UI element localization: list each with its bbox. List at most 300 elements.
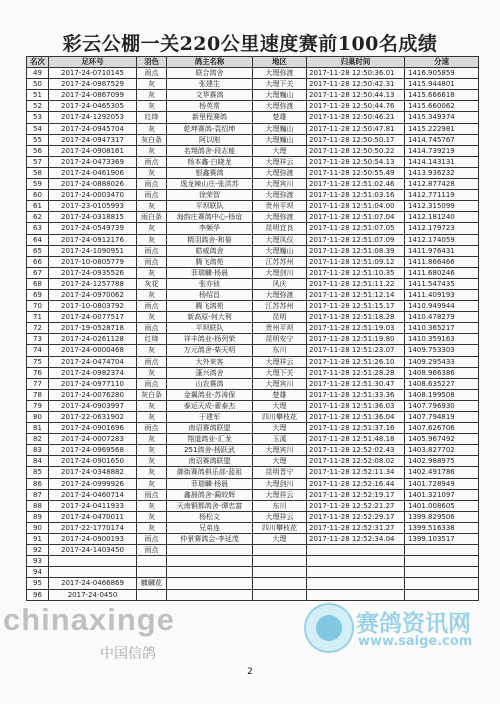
ring-number-cell: 2017-24-0987529 [49,79,137,90]
arrival-time-cell: 2017-11-28 12:51:15.17 [307,301,405,312]
table-row [27,101,479,112]
ring-number-cell: 2017-24-0900193 [49,534,137,545]
table-row [27,522,479,533]
rank-cell: 59 [27,179,49,190]
region-cell: 大理凤仪 [253,234,307,245]
ring-number-cell: 2017-24-0261128 [49,334,137,345]
arrival-time-cell: 2017-11-28 12:50:44.76 [307,101,405,112]
owner-cell: 新里程赛鸽 [167,112,253,123]
speed-cell: 1401.321097 [405,489,479,500]
arrival-time-cell: 2017-11-28 12:51:04.00 [307,201,405,212]
feather-color-cell: 灰 [137,201,167,212]
feather-color-cell: 雨点 [137,245,167,256]
rank-cell: 75 [27,356,49,367]
table-row [27,534,479,545]
speed-cell: 1415.222981 [405,123,479,134]
rank-cell: 67 [27,267,49,278]
owner-cell: 张建生 [167,79,253,90]
speed-cell: 1410.359163 [405,334,479,345]
feather-color-cell: 灰 [137,79,167,90]
arrival-time-cell [307,589,405,600]
watermark-saige [304,603,489,651]
table-row [27,345,479,356]
rank-cell: 80 [27,412,49,423]
rank-cell: 77 [27,378,49,389]
owner-cell: 逸龙辣山庄-张洪苏 [167,179,253,190]
owner-cell: 山农赛鸽 [167,378,253,389]
table-row [27,367,479,378]
rank-cell: 66 [27,256,49,267]
feather-color-cell: 雨点 [137,179,167,190]
arrival-time-cell: 2017-11-28 12:51:11.22 [307,278,405,289]
arrival-time-cell: 2017-11-28 12:51:10.35 [307,267,405,278]
ring-number-cell: 2017-24-0077517 [49,312,137,323]
rank-cell: 62 [27,212,49,223]
rank-cell: 49 [27,68,49,79]
speed-cell: 1413.936232 [405,167,479,178]
arrival-time-cell: 2017-11-28 12:51:07.09 [307,234,405,245]
rank-cell: 95 [27,578,49,589]
speed-cell: 1412.315099 [405,201,479,212]
table-row [27,389,479,400]
watermark-chinaxinge: chinaxinge [3,602,175,637]
owner-cell: 天南铜都鸽舍-谭忠富 [167,500,253,511]
owner-cell: 腾飞鸽苑 [167,256,253,267]
rank-cell: 88 [27,500,49,511]
ring-number-cell: 2017-24-0076280 [49,389,137,400]
owner-cell: 兄弟连 [167,522,253,533]
speed-cell: 1414.143131 [405,156,479,167]
arrival-time-cell: 2017-11-28 12:51:12.14 [307,289,405,300]
rank-cell: 54 [27,123,49,134]
region-cell: 大理祥云 [253,156,307,167]
ring-number-cell: 2017-24-0982374 [49,367,137,378]
arrival-time-cell: 2017-11-28 12:52:02.43 [307,445,405,456]
ring-number-cell: 2017-10-0803792 [49,301,137,312]
rank-cell: 63 [27,223,49,234]
header-arrival-time: 归巢时间 [307,57,405,68]
table-row [27,112,479,123]
table-row [27,467,479,478]
feather-color-cell: 雨点 [137,156,167,167]
region-cell: 楚雄 [253,389,307,400]
owner-cell: 银鑫赛鸽 [167,167,253,178]
speed-cell: 1412.174059 [405,234,479,245]
arrival-time-cell: 2017-11-28 12:51:26.10 [307,356,405,367]
rank-cell: 69 [27,289,49,300]
table-row [27,212,479,223]
table-row [27,267,479,278]
arrival-time-cell [307,567,405,578]
owner-cell [167,556,253,567]
rank-cell: 86 [27,478,49,489]
speed-cell [405,556,479,567]
arrival-time-cell: 2017-11-28 12:51:28.28 [307,367,405,378]
ring-number-cell: 2017-24-0461906 [49,167,137,178]
speed-cell: 1402.988975 [405,456,479,467]
ring-number-cell: 2017-24-0912176 [49,234,137,245]
ring-number-cell: 2017-24-0901650 [49,456,137,467]
region-cell: 大理 [253,534,307,545]
rank-cell: 91 [27,534,49,545]
region-cell: 东川 [253,500,307,511]
feather-color-cell: 灰白条 [137,134,167,145]
feather-color-cell [137,556,167,567]
table-row [27,511,479,522]
ring-number-cell: 2017-24-0470011 [49,511,137,522]
region-cell: 大理巍山 [253,134,307,145]
owner-cell: 泰运天成-翟泰杰 [167,400,253,411]
ring-number-cell: 2017-24-0007283 [49,434,137,445]
owner-cell: 腾飞鸽苑 [167,301,253,312]
rank-cell: 78 [27,389,49,400]
feather-color-cell: 雨点 [137,489,167,500]
feather-color-cell: 灰 [137,478,167,489]
table-row [27,123,479,134]
feather-color-cell: 灰 [137,123,167,134]
ring-number-cell: 2017-24-0460714 [49,489,137,500]
ring-number-cell: 2017-24-0888026 [49,179,137,190]
owner-cell: 徐荣智 [167,190,253,201]
owner-cell: 文华赛鸽 [167,90,253,101]
owner-cell: 杨本鑫·白晓龙 [167,156,253,167]
speed-cell: 1415.349374 [405,112,479,123]
feather-color-cell: 灰 [137,289,167,300]
arrival-time-cell: 2017-11-28 12:52:34.04 [307,534,405,545]
region-cell: 大理 [253,400,307,411]
region-cell: 昆明宜良 [253,223,307,234]
owner-cell: 翔道鸽业-汇龙 [167,434,253,445]
region-cell [253,589,307,600]
ring-number-cell: 2017-24-0977110 [49,378,137,389]
speed-cell: 1414.745767 [405,134,479,145]
owner-cell [167,589,253,600]
ring-number-cell: 2017-24-0945704 [49,123,137,134]
feather-color-cell: 雨点 [137,534,167,545]
feather-color-cell: 麒麟花 [137,578,167,589]
speed-cell: 1408.635227 [405,378,479,389]
table-row [27,256,479,267]
table-row [27,578,479,589]
feather-color-cell: 灰 [137,167,167,178]
feather-color-cell: 灰 [137,500,167,511]
region-cell: 昆明安宁 [253,334,307,345]
table-row [27,68,479,79]
speed-cell: 1411.547435 [405,278,479,289]
rank-cell: 87 [27,489,49,500]
feather-color-cell: 灰 [137,522,167,533]
rank-cell: 71 [27,312,49,323]
rank-cell: 85 [27,467,49,478]
speed-cell [405,589,479,600]
owner-cell: 金翼鸽业-苏涛保 [167,389,253,400]
feather-color-cell: 雨点 [137,545,167,556]
arrival-time-cell: 2017-11-28 12:50:50.17 [307,134,405,145]
arrival-time-cell: 2017-11-28 12:51:02.46 [307,179,405,190]
owner-cell: 张亦侦 [167,278,253,289]
arrival-time-cell: 2017-11-28 12:50:54.13 [307,156,405,167]
feather-color-cell: 雨点 [137,68,167,79]
owner-cell: 菲瑞麟·杨晨 [167,478,253,489]
arrival-time-cell [307,545,405,556]
feather-color-cell: 灰 [137,412,167,423]
rank-cell: 96 [27,589,49,600]
arrival-time-cell: 2017-11-28 12:51:33.36 [307,389,405,400]
rank-cell: 84 [27,456,49,467]
region-cell: 大理祥云 [253,511,307,522]
region-cell: 大理弥渡 [253,212,307,223]
ring-number-cell: 2017-24-0450 [49,589,137,600]
feather-color-cell: 雨点 [137,301,167,312]
arrival-time-cell: 2017-11-28 12:51:03.16 [307,190,405,201]
speed-cell: 1408.199508 [405,389,479,400]
region-cell [253,578,307,589]
arrival-time-cell: 2017-11-28 12:50:42.31 [307,79,405,90]
table-row [27,79,479,90]
region-cell: 贵州平坝 [253,201,307,212]
speed-cell: 1411.866466 [405,256,479,267]
speed-cell: 1411.680246 [405,267,479,278]
rank-cell: 68 [27,278,49,289]
feather-color-cell: 灰 [137,434,167,445]
region-cell: 大理巍山 [253,245,307,256]
table-row [27,356,479,367]
table-row [27,545,479,556]
owner-cell: 阿以刚 [167,134,253,145]
table-row [27,145,479,156]
arrival-time-cell: 2017-11-28 12:51:08.39 [307,245,405,256]
feather-color-cell: 灰 [137,312,167,323]
rank-cell: 83 [27,445,49,456]
speed-cell: 1411.976431 [405,245,479,256]
feather-color-cell [137,589,167,600]
feather-color-cell: 雨点 [137,356,167,367]
speed-cell: 1415.666618 [405,90,479,101]
ring-number-cell: 2017-24-0970062 [49,289,137,300]
region-cell: 大理剑川 [253,267,307,278]
feather-color-cell: 雨点 [137,190,167,201]
table-row [27,589,479,600]
ring-number-cell: 2017-24-0474704 [49,356,137,367]
region-cell: 大理 [253,145,307,156]
arrival-time-cell: 2017-11-28 12:52:11.34 [307,467,405,478]
header-rank: 名次 [27,57,49,68]
table-row [27,567,479,578]
speed-cell: 1407.794819 [405,412,479,423]
rank-cell: 58 [27,167,49,178]
speed-cell: 1410.949944 [405,301,479,312]
table-row [27,400,479,411]
ring-number-cell: 2017-24-1090951 [49,245,137,256]
region-cell: 江苏苏州 [253,256,307,267]
rank-cell: 72 [27,323,49,334]
table-row [27,223,479,234]
owner-cell: 杨绍昌 [167,289,253,300]
owner-cell: 南诏赛鸽联盟 [167,456,253,467]
ring-number-cell: 2017-24-0549739 [49,223,137,234]
rank-cell: 57 [27,156,49,167]
ring-number-cell: 2017-24-0318815 [49,212,137,223]
arrival-time-cell: 2017-11-28 12:52:19.17 [307,489,405,500]
arrival-time-cell: 2017-11-28 12:51:48.18 [307,434,405,445]
speed-cell: 1407.626706 [405,423,479,434]
table-row [27,134,479,145]
region-cell [253,556,307,567]
ring-number-cell: 2017-10-0805779 [49,256,137,267]
region-cell: 大理巍山 [253,90,307,101]
arrival-time-cell: 2017-11-28 12:51:36.04 [307,412,405,423]
arrival-time-cell: 2017-11-28 12:51:23.07 [307,345,405,356]
speed-cell: 1409.753303 [405,345,479,356]
feather-color-cell: 红绛 [137,334,167,345]
ring-number-cell: 2017-24-0411933 [49,500,137,511]
arrival-time-cell: 2017-11-28 12:51:30.47 [307,378,405,389]
owner-cell: 南诏赛鸽联盟 [167,423,253,434]
rank-cell: 61 [27,201,49,212]
table-row [27,556,479,567]
ring-number-cell: 2017-24-0903997 [49,400,137,411]
feather-color-cell: 灰 [137,145,167,156]
table-row [27,423,479,434]
ring-number-cell: 2017-24-1292053 [49,112,137,123]
arrival-time-cell: 2017-11-28 12:52:31.27 [307,522,405,533]
speed-cell: 1415.660062 [405,101,479,112]
table-row [27,201,479,212]
feather-color-cell: 雨白条 [137,212,167,223]
arrival-time-cell: 2017-11-28 12:50:46.21 [307,112,405,123]
arrival-time-cell: 2017-11-28 12:51:09.12 [307,256,405,267]
owner-cell: 皓威鸽舍 [167,245,253,256]
watermark-saige-text: 赛鸽资讯网 [356,611,471,637]
arrival-time-cell: 2017-11-28 12:52:08.02 [307,456,405,467]
speed-cell: 1410.478279 [405,312,479,323]
region-cell: 大理弥渡 [253,167,307,178]
table-row [27,478,479,489]
ring-number-cell: 2017-24-0000468 [49,345,137,356]
feather-color-cell [137,567,167,578]
region-cell: 大理弥渡 [253,101,307,112]
speed-cell: 1407.796930 [405,400,479,411]
ring-number-cell: 2017-23-0105993 [49,201,137,212]
ring-number-cell: 2017-24-0969568 [49,445,137,456]
feather-color-cell: 灰 [137,400,167,411]
header-region: 地区 [253,57,307,68]
header-owner: 鸽主名称 [167,57,253,68]
feather-color-cell: 雨点 [137,323,167,334]
rank-cell: 53 [27,112,49,123]
rank-cell: 76 [27,367,49,378]
speed-cell [405,578,479,589]
feather-color-cell: 灰 [137,223,167,234]
table-row [27,278,479,289]
region-cell: 风庆 [253,278,307,289]
speed-cell: 1412.877428 [405,179,479,190]
ring-number-cell [49,556,137,567]
arrival-time-cell: 2017-11-28 12:52:21.27 [307,500,405,511]
arrival-time-cell [307,578,405,589]
region-cell: 大理下关 [253,367,307,378]
feather-color-cell: 灰 [137,456,167,467]
speed-cell: 1412.179723 [405,223,479,234]
owner-cell: 乾坤赛鸽-袁绍坤 [167,123,253,134]
owner-cell [167,578,253,589]
speed-cell: 1412.771119 [405,190,479,201]
arrival-time-cell: 2017-11-28 12:52:16.44 [307,478,405,489]
table-row [27,179,479,190]
owner-cell: 菲瑞麟·杨晨 [167,267,253,278]
watermark-chinaxinge-sub: 中国信鸽 [100,646,156,662]
rank-cell: 50 [27,79,49,90]
owner-cell [167,545,253,556]
speed-cell: 1412.181240 [405,212,479,223]
speed-cell [405,567,479,578]
rank-cell: 51 [27,90,49,101]
owner-cell: 于建军 [167,412,253,423]
owner-cell: 精羽鸽舍-和晏 [167,234,253,245]
owner-cell: 大外来客 [167,356,253,367]
region-cell: 大理祥云 [253,489,307,500]
region-cell: 江苏苏州 [253,301,307,312]
feather-color-cell: 红绛 [137,112,167,123]
ring-number-cell: 2017-24-1257788 [49,278,137,289]
region-cell: 大理宾川 [253,445,307,456]
owner-cell: 仲景赛鸽会-李延茂 [167,534,253,545]
feather-color-cell: 灰 [137,445,167,456]
ring-number-cell: 2017-24-0947317 [49,134,137,145]
feather-color-cell: 雨点 [137,378,167,389]
arrival-time-cell: 2017-11-28 12:51:19.80 [307,334,405,345]
ring-number-cell: 2017-19-0528718 [49,323,137,334]
feather-color-cell: 灰 [137,467,167,478]
speed-cell: 1402.491786 [405,467,479,478]
rank-cell: 79 [27,400,49,411]
owner-cell: 新高原-何大利 [167,312,253,323]
region-cell: 大理弥渡 [253,289,307,300]
speed-cell: 1401.008605 [405,500,479,511]
owner-cell: 万元鸽舍-柴天明 [167,345,253,356]
feather-color-cell: 灰白条 [137,389,167,400]
ring-number-cell: 2017-24-0908161 [49,145,137,156]
rank-cell: 56 [27,145,49,156]
region-cell: 大理 [253,456,307,467]
speed-cell: 1416.905859 [405,68,479,79]
arrival-time-cell: 2017-11-28 12:51:07.05 [307,223,405,234]
ring-number-cell: 2017-24-0466869 [49,578,137,589]
arrival-time-cell: 2017-11-28 12:51:19.03 [307,323,405,334]
owner-cell: 杨松文 [167,511,253,522]
table-header [27,57,479,68]
table-row [27,489,479,500]
owner-cell: 平坝联队 [167,323,253,334]
speed-cell: 1415.944801 [405,79,479,90]
region-cell: 大理祥云 [253,356,307,367]
ring-number-cell: 2017-24-0999926 [49,478,137,489]
table-row [27,234,479,245]
owner-cell: 祥丰鸽业-杨列荣 [167,334,253,345]
region-cell: 大理巍山 [253,123,307,134]
rank-cell: 74 [27,345,49,356]
ring-number-cell: 2017-24-0465305 [49,101,137,112]
table-row [27,190,479,201]
region-cell: 楚雄 [253,112,307,123]
table-row [27,301,479,312]
rank-cell: 52 [27,101,49,112]
ring-number-cell: 2017-24-0473369 [49,156,137,167]
ring-number-cell: 2017-24-0710145 [49,68,137,79]
table-row [27,378,479,389]
owner-cell: 平坝联队 [167,201,253,212]
speed-cell: 1399.103517 [405,534,479,545]
